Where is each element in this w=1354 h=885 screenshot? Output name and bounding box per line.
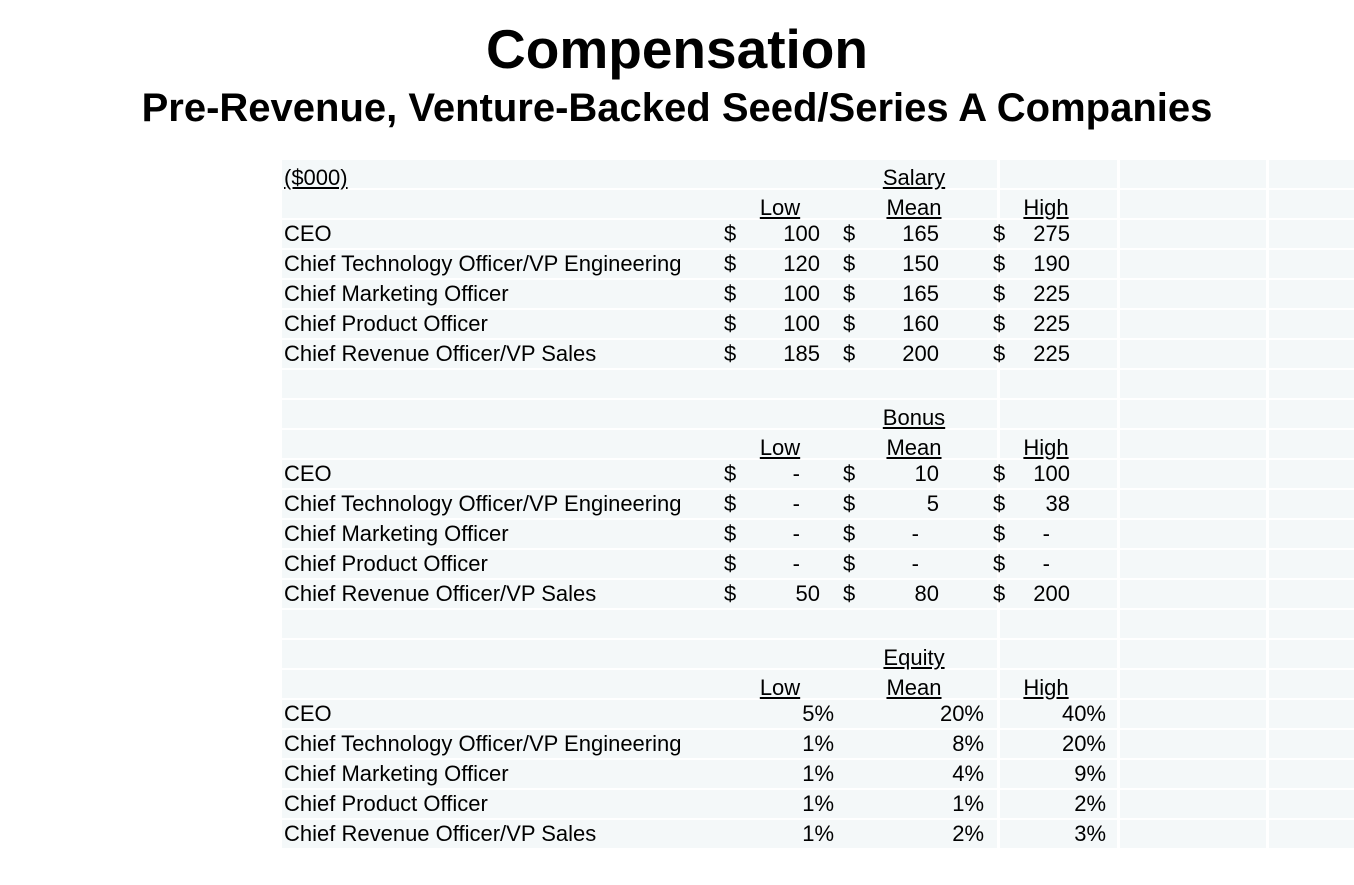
cell-background: [1269, 190, 1354, 218]
cell-background: [1120, 790, 1266, 818]
column-header-low: Low: [759, 675, 801, 700]
cell-background: [1269, 640, 1354, 668]
cell-background: [1269, 250, 1354, 278]
currency-symbol: $: [843, 551, 856, 576]
cell-background: [1269, 340, 1354, 368]
currency-symbol: $: [724, 521, 737, 546]
currency-symbol: $: [843, 461, 856, 486]
currency-symbol: $: [724, 251, 737, 276]
section-header-row: [284, 639, 1106, 669]
role-label: CEO: [284, 221, 332, 246]
column-header-low: Low: [759, 435, 801, 460]
cell-background: [1269, 670, 1354, 698]
cell-background: [1120, 580, 1266, 608]
cell-background: [1120, 700, 1266, 728]
cell-background: [1000, 370, 1117, 398]
cell-background: [1000, 400, 1117, 428]
role-label: CEO: [284, 461, 332, 486]
cell-background: [1269, 400, 1354, 428]
value-mean: 165: [902, 281, 939, 306]
value-high: 225: [1033, 311, 1070, 336]
cell-background: [1269, 580, 1354, 608]
currency-symbol: $: [724, 281, 737, 306]
cell-background: [282, 370, 997, 398]
section-heading-salary: Salary: [882, 165, 946, 190]
value-mean: 1%: [952, 791, 984, 816]
cell-background: [1120, 490, 1266, 518]
value-low: 120: [783, 251, 820, 276]
column-header-row: [284, 429, 1106, 459]
currency-symbol: $: [843, 251, 856, 276]
cell-background: [1269, 700, 1354, 728]
value-low: 100: [783, 281, 820, 306]
role-label: Chief Revenue Officer/VP Sales: [284, 581, 597, 606]
cell-background: [1120, 250, 1266, 278]
value-low: 1%: [802, 821, 834, 846]
cell-background: [1120, 550, 1266, 578]
cell-background: [1120, 190, 1266, 218]
cell-background: [1269, 730, 1354, 758]
role-label: Chief Revenue Officer/VP Sales: [284, 821, 597, 846]
value-low: 1%: [802, 761, 834, 786]
currency-symbol: $: [724, 311, 737, 336]
value-low: -: [792, 521, 800, 546]
cell-background: [1120, 760, 1266, 788]
value-mean: 150: [902, 251, 939, 276]
cell-background: [1269, 790, 1354, 818]
currency-symbol: $: [843, 341, 856, 366]
table-row: [284, 339, 1106, 369]
page-subtitle: Pre-Revenue, Venture-Backed Seed/Series A Companies: [141, 86, 1213, 130]
value-low: 1%: [802, 731, 834, 756]
cell-background: [1269, 490, 1354, 518]
currency-symbol: $: [993, 461, 1006, 486]
column-header-high: High: [1023, 675, 1069, 700]
column-header-row: [284, 669, 1106, 699]
currency-symbol: $: [993, 521, 1006, 546]
cell-background: [1269, 220, 1354, 248]
currency-symbol: $: [993, 281, 1006, 306]
table-row: [284, 279, 1106, 309]
value-high: 225: [1033, 281, 1070, 306]
column-header-mean: Mean: [886, 195, 942, 220]
table-row: [284, 789, 1106, 819]
currency-symbol: $: [843, 281, 856, 306]
units-label: ($000): [284, 165, 348, 190]
table-row: [284, 459, 1106, 489]
cell-background: [1120, 730, 1266, 758]
cell-background: [1000, 550, 1117, 578]
cell-background: [1269, 460, 1354, 488]
currency-symbol: $: [993, 491, 1006, 516]
currency-symbol: $: [843, 491, 856, 516]
value-low: 100: [783, 311, 820, 336]
value-high: -: [1042, 551, 1050, 576]
cell-background: [1120, 400, 1266, 428]
currency-symbol: $: [724, 221, 737, 246]
value-mean: 160: [902, 311, 939, 336]
value-low: 5%: [802, 701, 834, 726]
value-low: 100: [783, 221, 820, 246]
table-row: [284, 489, 1106, 519]
cell-background: [1120, 640, 1266, 668]
cell-background: [282, 700, 997, 728]
cell-background: [282, 610, 997, 638]
cell-background: [1269, 310, 1354, 338]
table-row: [284, 579, 1106, 609]
currency-symbol: $: [724, 461, 737, 486]
currency-symbol: $: [843, 581, 856, 606]
value-mean: 4%: [952, 761, 984, 786]
role-label: Chief Technology Officer/VP Engineering: [284, 491, 682, 516]
value-high: 200: [1033, 581, 1070, 606]
cell-background: [1269, 280, 1354, 308]
cell-background: [1000, 640, 1117, 668]
value-high: 40%: [1061, 701, 1106, 726]
currency-symbol: $: [724, 491, 737, 516]
value-low: 1%: [802, 791, 834, 816]
column-header-high: High: [1023, 435, 1069, 460]
cell-background: [1120, 340, 1266, 368]
role-label: Chief Product Officer: [284, 551, 488, 576]
cell-background: [1120, 820, 1266, 848]
cell-background: [1269, 610, 1354, 638]
value-high: 9%: [1074, 761, 1106, 786]
cell-background: [1269, 430, 1354, 458]
role-label: Chief Revenue Officer/VP Sales: [284, 341, 597, 366]
cell-background: [1120, 310, 1266, 338]
section-header-row: [284, 159, 1106, 189]
cell-background: [1269, 550, 1354, 578]
cell-background: [1120, 280, 1266, 308]
value-low: -: [792, 461, 800, 486]
value-mean: 2%: [952, 821, 984, 846]
value-low: 50: [795, 581, 820, 606]
section-heading-equity: Equity: [883, 645, 945, 670]
currency-symbol: $: [993, 311, 1006, 336]
cell-background: [1120, 160, 1266, 188]
value-mean: -: [911, 521, 919, 546]
value-low: -: [792, 551, 800, 576]
cell-background: [1269, 160, 1354, 188]
column-header-high: High: [1023, 195, 1069, 220]
cell-background: [1120, 460, 1266, 488]
table-row: [284, 219, 1106, 249]
currency-symbol: $: [993, 341, 1006, 366]
currency-symbol: $: [724, 341, 737, 366]
cell-background: [1120, 370, 1266, 398]
currency-symbol: $: [993, 251, 1006, 276]
value-mean: 8%: [952, 731, 984, 756]
value-low: 185: [783, 341, 820, 366]
value-high: 2%: [1074, 791, 1106, 816]
table-row: [284, 249, 1106, 279]
value-high: 275: [1033, 221, 1070, 246]
section-heading-bonus: Bonus: [882, 405, 946, 430]
value-high: 225: [1033, 341, 1070, 366]
value-low: -: [792, 491, 800, 516]
table-row: [284, 699, 1106, 729]
currency-symbol: $: [993, 221, 1006, 246]
value-mean: 20%: [939, 701, 984, 726]
section-header-row: [284, 399, 1106, 429]
role-label: Chief Marketing Officer: [284, 281, 509, 306]
cell-background: [1120, 430, 1266, 458]
column-header-mean: Mean: [886, 435, 942, 460]
role-label: Chief Marketing Officer: [284, 521, 509, 546]
table-row: [284, 309, 1106, 339]
currency-symbol: $: [993, 551, 1006, 576]
compensation-table: [284, 159, 1106, 849]
value-high: 3%: [1074, 821, 1106, 846]
table-row: [284, 759, 1106, 789]
column-header-mean: Mean: [886, 675, 942, 700]
page-title: Compensation: [486, 18, 868, 80]
spacer-row: [284, 609, 1106, 639]
currency-symbol: $: [843, 311, 856, 336]
cell-background: [1120, 220, 1266, 248]
cell-background: [1269, 820, 1354, 848]
value-high: 100: [1033, 461, 1070, 486]
value-high: -: [1042, 521, 1050, 546]
role-label: Chief Product Officer: [284, 791, 488, 816]
role-label: Chief Marketing Officer: [284, 761, 509, 786]
column-header-row: [284, 189, 1106, 219]
cell-background: [1269, 760, 1354, 788]
currency-symbol: $: [843, 221, 856, 246]
value-high: 38: [1045, 491, 1070, 516]
role-label: Chief Technology Officer/VP Engineering: [284, 251, 682, 276]
cell-background: [1120, 520, 1266, 548]
cell-background: [1000, 520, 1117, 548]
value-mean: 165: [902, 221, 939, 246]
table-row: [284, 819, 1106, 849]
cell-background: [1120, 610, 1266, 638]
value-high: 20%: [1061, 731, 1106, 756]
cell-background: [1000, 610, 1117, 638]
role-label: Chief Product Officer: [284, 311, 488, 336]
table-row: [284, 729, 1106, 759]
table-row: [284, 549, 1106, 579]
value-mean: 5: [926, 491, 939, 516]
currency-symbol: $: [724, 551, 737, 576]
cell-background: [1269, 370, 1354, 398]
value-mean: 10: [914, 461, 939, 486]
role-label: CEO: [284, 701, 332, 726]
currency-symbol: $: [843, 521, 856, 546]
value-mean: -: [911, 551, 919, 576]
currency-symbol: $: [993, 581, 1006, 606]
value-high: 190: [1033, 251, 1070, 276]
cell-background: [1120, 670, 1266, 698]
cell-background: [1269, 520, 1354, 548]
role-label: Chief Technology Officer/VP Engineering: [284, 731, 682, 756]
cell-background: [1000, 160, 1117, 188]
table-row: [284, 519, 1106, 549]
currency-symbol: $: [724, 581, 737, 606]
value-mean: 200: [902, 341, 939, 366]
column-header-low: Low: [759, 195, 801, 220]
spacer-row: [284, 369, 1106, 399]
value-mean: 80: [914, 581, 939, 606]
